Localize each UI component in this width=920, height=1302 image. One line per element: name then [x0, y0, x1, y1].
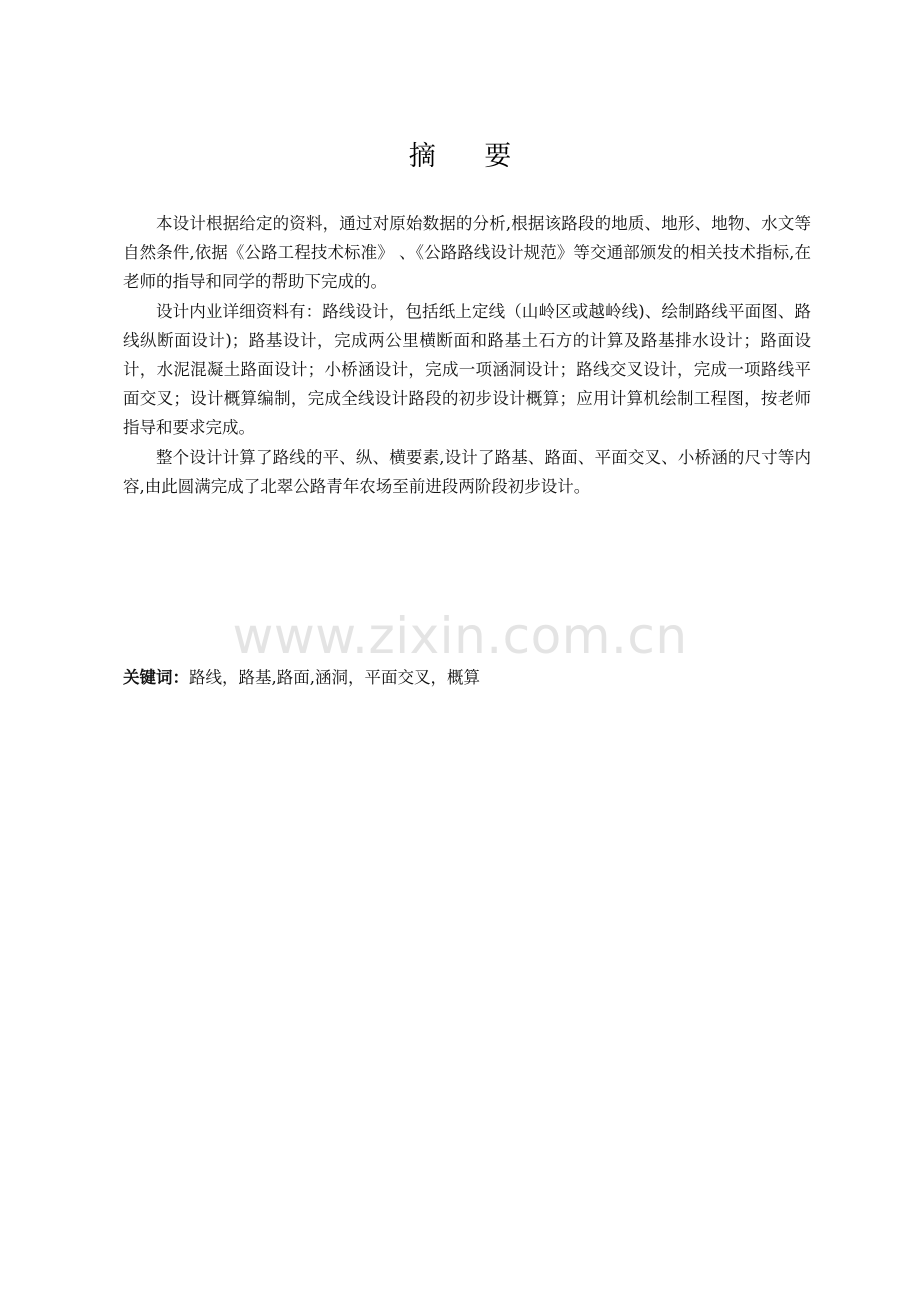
keywords-list: 路线，路基,路面,涵洞，平面交叉，概算 — [189, 668, 480, 687]
keywords-line — [123, 665, 811, 691]
abstract-body — [123, 209, 811, 501]
keywords-label: 关键词： — [123, 668, 189, 687]
abstract-paragraph-2: 设计内业详细资料有：路线设计，包括纸上定线（山岭区或越岭线)、绘制路线平面图、路线纵断面设计)；路基设计，完成两公里横断面和路基土石方的计算及路基排水设计；路面设计，水泥混凝土路面设计；小桥涵设计，完成一项涵洞设计；路线交叉设计，完成一项路线平面交叉；设计概算编制，完成全线设计路段的初步设计概算；应用计算机绘制工程图，按老师指导和要求完成。 — [123, 301, 811, 438]
abstract-paragraph-3: 整个设计计算了路线的平、纵、横要素,设计了路基、路面、平面交叉、小桥涵的尺寸等内容,由此圆满完成了北翠公路青年农场至前进段两阶段初步设计。 — [123, 447, 811, 496]
watermark-text: www.zixin.com.cn — [232, 607, 688, 665]
abstract-paragraph-1: 本设计根据给定的资料，通过对原始数据的分析,根据该路段的地质、地形、地物、水文等自然条件,依据《公路工程技术标准》 、《公路路线设计规范》等交通部颁发的相关技术指标,在老师的指导和同学的帮助下完成的。 — [123, 214, 811, 292]
abstract-title: 摘 要 — [408, 141, 532, 172]
